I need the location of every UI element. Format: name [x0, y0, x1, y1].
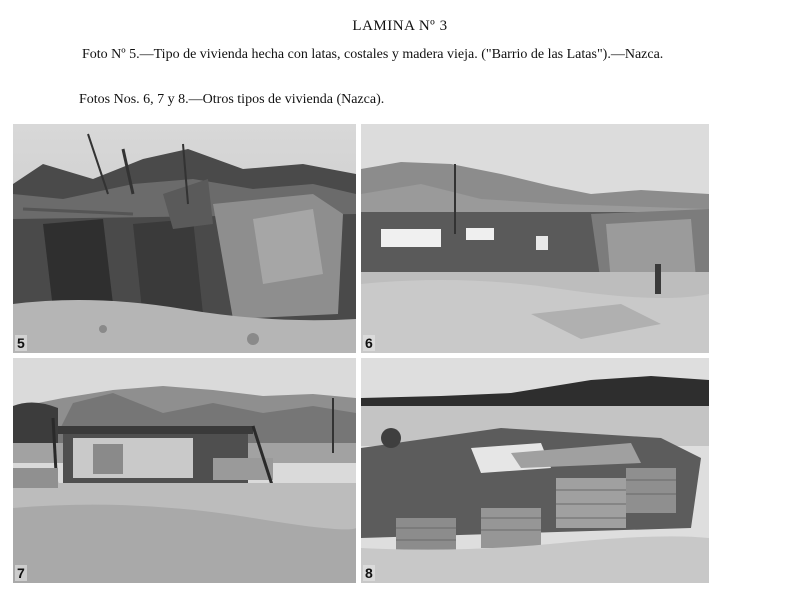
- photo-7-image: [13, 358, 356, 583]
- photo-8-number: 8: [365, 565, 373, 581]
- caption-photo-5: Foto Nº 5.—Tipo de vivienda hecha con latas, costales y madera vieja. ("Barrio de las Latas").—Nazca.: [82, 47, 664, 62]
- photo-5-number: 5: [17, 335, 25, 351]
- plate-title: LAMINA Nº 3: [352, 18, 448, 34]
- photo-6-image: [361, 124, 709, 353]
- photo-6-number: 6: [365, 335, 373, 351]
- photo-5-image: [13, 124, 356, 353]
- photo-7-number: 7: [17, 565, 25, 581]
- photo-6: [361, 124, 709, 353]
- photo-8-image: [361, 358, 709, 583]
- photo-7: [13, 358, 356, 583]
- photo-8: [361, 358, 709, 583]
- caption-photos-6-7-8: Fotos Nos. 6, 7 y 8.—Otros tipos de vivienda (Nazca).: [79, 92, 385, 107]
- photo-5: [13, 124, 356, 353]
